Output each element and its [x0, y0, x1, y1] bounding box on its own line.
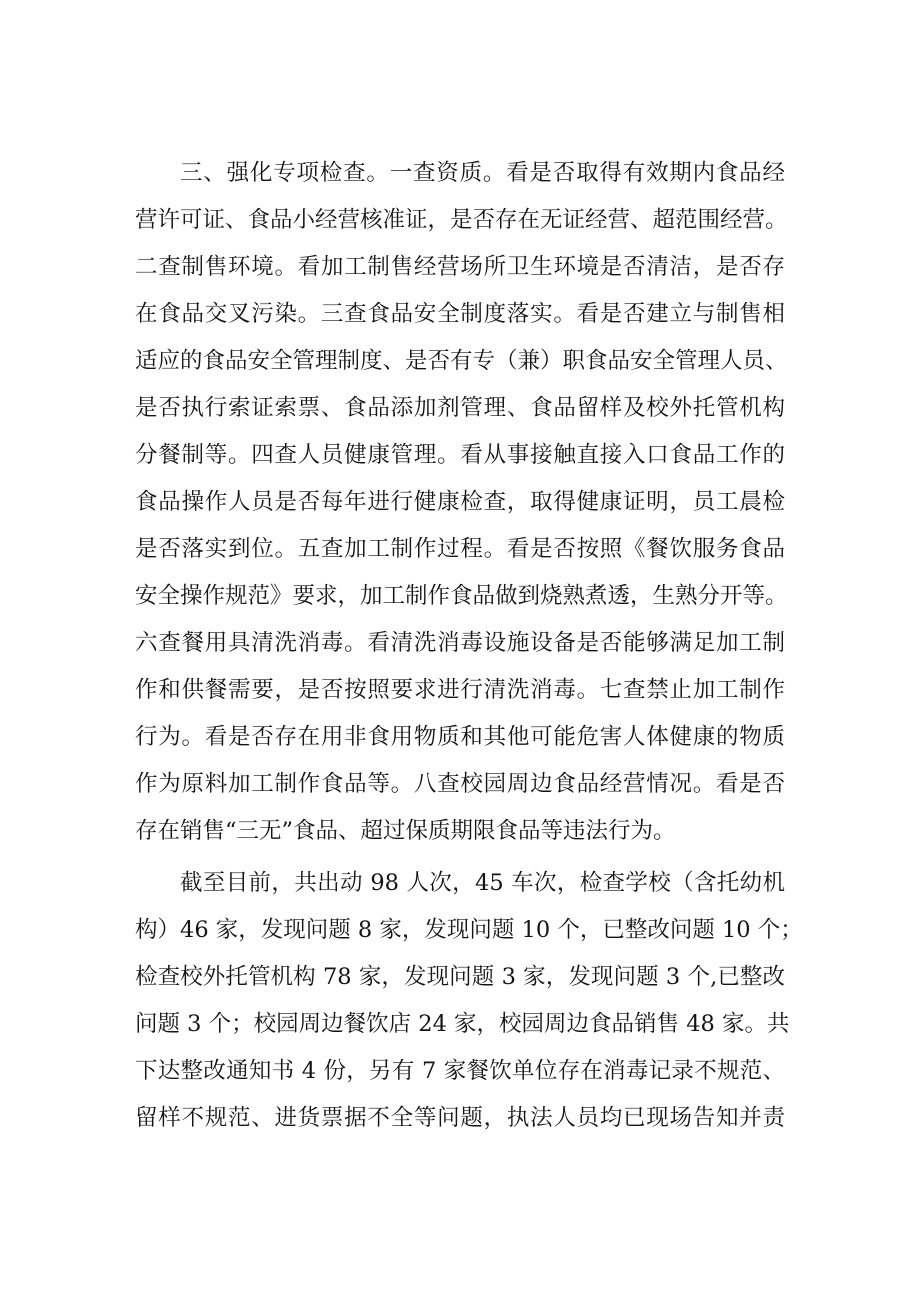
paragraph-1-line-2: 营许可证、食品小经营核准证，是否存在无证经营、超范围经营。	[135, 207, 788, 233]
paragraph-1-line-4: 在食品交叉污染。三查食品安全制度落实。看是否建立与制售相	[135, 301, 785, 327]
paragraph-1-line-5: 适应的食品安全管理制度、是否有专（兼）职食品安全管理人员、	[135, 348, 788, 374]
paragraph-2-line-4: 问题 3 个；校园周边餐饮店 24 家，校园周边食品销售 48 家。共	[135, 1011, 790, 1037]
paragraph-1-line-6: 是否执行索证索票、食品添加剂管理、食品留样及校外托管机构	[135, 395, 785, 421]
paragraph-1-line-11: 六查餐用具清洗消毒。看清洗消毒设施设备是否能够满足加工制	[135, 630, 785, 656]
paragraph-1-line-9: 是否落实到位。五查加工制作过程。看是否按照《餐饮服务食品	[135, 536, 785, 562]
paragraph-2-line-2: 构）46 家，发现问题 8 家，发现问题 10 个，已整改问题 10 个；	[135, 917, 803, 943]
paragraph-1-line-8: 食品操作人员是否每年进行健康检查，取得健康证明，员工晨检	[135, 489, 785, 515]
paragraph-1-line-13: 行为。看是否存在用非食用物质和其他可能危害人体健康的物质	[135, 724, 785, 750]
paragraph-1-line-12: 作和供餐需要，是否按照要求进行清洗消毒。七查禁止加工制作	[135, 677, 785, 703]
paragraph-2-line-6: 留样不规范、进货票据不全等问题，执法人员均已现场告知并责	[135, 1105, 785, 1131]
paragraph-2-line-5: 下达整改通知书 4 份，另有 7 家餐饮单位存在消毒记录不规范、	[135, 1058, 785, 1084]
paragraph-1-line-3: 二查制售环境。看加工制售经营场所卫生环境是否清洁，是否存	[135, 254, 785, 280]
paragraph-1-line-10: 安全操作规范》要求，加工制作食品做到烧熟煮透，生熟分开等。	[135, 583, 788, 609]
paragraph-2-line-3: 检查校外托管机构 78 家，发现问题 3 家，发现问题 3 个,已整改	[135, 964, 785, 990]
paragraph-1-line-14: 作为原料加工制作食品等。八查校园周边食品经营情况。看是否	[135, 771, 785, 797]
paragraph-1-line-15: 存在销售“三无”食品、超过保质期限食品等违法行为。	[135, 818, 676, 844]
paragraph-1-line-1: 三、强化专项检查。一查资质。看是否取得有效期内食品经	[180, 160, 785, 186]
paragraph-1-line-7: 分餐制等。四查人员健康管理。看从事接触直接入口食品工作的	[135, 442, 785, 468]
paragraph-2-line-1: 截至目前，共出动 98 人次，45 车次，检查学校（含托幼机	[180, 870, 785, 896]
